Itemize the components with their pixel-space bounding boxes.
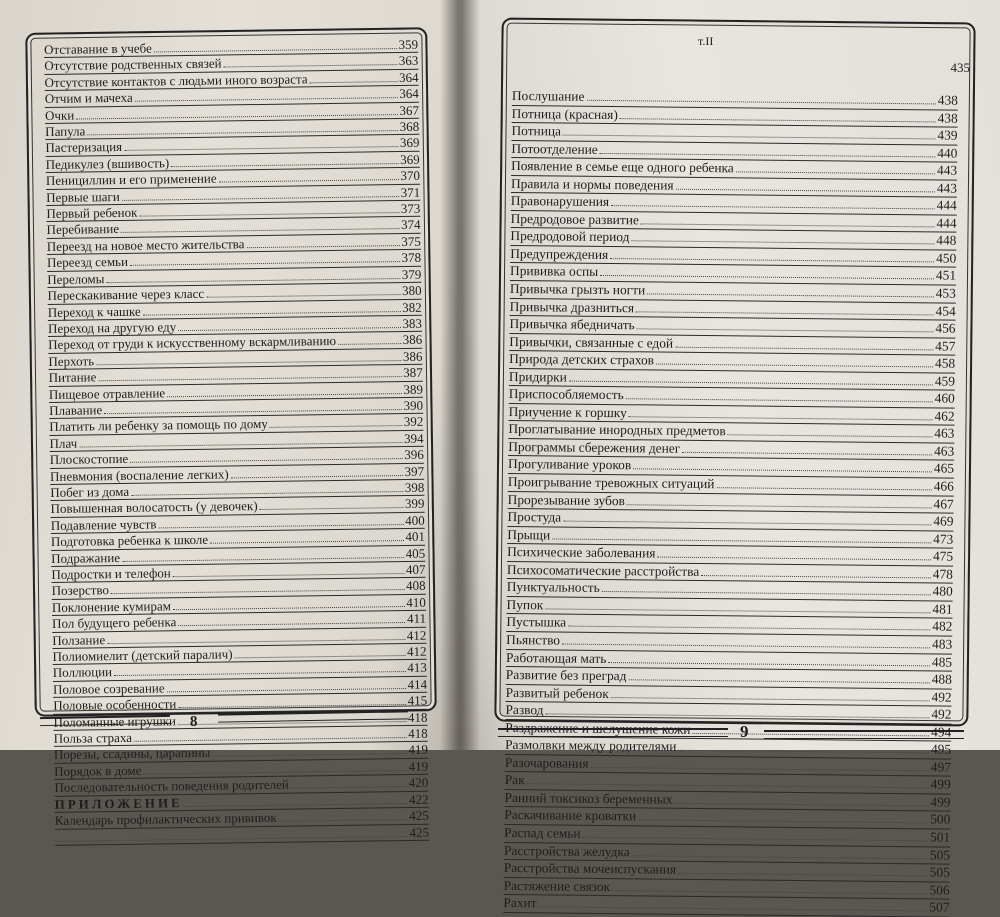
toc-entry-page: 396: [404, 446, 424, 463]
toc-entry-title: Порядок в доме: [54, 762, 142, 779]
toc-entry-page: 419: [408, 742, 429, 758]
toc-entry-title: Позерство: [51, 582, 110, 599]
toc-leader-dots: [545, 713, 929, 719]
toc-entry-page: 463: [934, 425, 955, 442]
toc-leader-dots: [185, 802, 407, 807]
toc-leader-dots: [656, 363, 933, 368]
toc-leader-dots: [633, 468, 932, 473]
toc-leader-dots: [260, 506, 403, 510]
toc-entry-page: 499: [930, 776, 951, 792]
toc-entry-page: 418: [407, 709, 428, 725]
toc-entry-title: Природа детских страхов: [509, 351, 655, 368]
toc-entry-title: Плоскостопие: [49, 451, 129, 468]
toc-entry-page: 412: [406, 643, 427, 660]
toc-entry-title: Рахит: [503, 895, 537, 911]
toc-entry-title: Прогуливание уроков: [507, 456, 632, 473]
toc-entry-title: Приспособляемость: [508, 386, 624, 403]
toc-entry-page: 415: [407, 692, 428, 709]
toc-entry-title: Половое созревание: [52, 680, 165, 697]
toc-entry-page: 505: [929, 864, 950, 880]
toc-entry-page: 448: [936, 232, 957, 249]
toc-entry-title: Полиомиелит (детский паралич): [52, 646, 233, 664]
toc-entry-page: 505: [929, 846, 951, 863]
toc-leader-dots: [143, 310, 401, 316]
toc-entry-title: Переход на другую еду: [47, 319, 177, 336]
toc-leader-dots: [638, 819, 928, 824]
toc-leader-dots: [279, 818, 408, 822]
toc-leader-dots: [106, 277, 399, 283]
toc-leader-dots: [626, 398, 933, 403]
toc-entry-title: Появление в семье еще одного ребенка: [511, 158, 734, 176]
toc-entry-page: 400: [405, 512, 425, 528]
toc-leader-dots: [87, 129, 397, 135]
toc-entry-page: 439: [937, 127, 958, 143]
toc-entry-page: 450: [936, 250, 957, 266]
toc-entry-page: 375: [401, 233, 421, 249]
toc-entry-page: 443: [936, 162, 958, 178]
toc-entry-title: Подростки и телефон: [51, 565, 171, 582]
toc-entry-page: 438: [937, 92, 958, 108]
toc-entry-page: 462: [934, 408, 955, 424]
toc-leader-dots: [111, 588, 404, 594]
toc-entry-page: 425: [409, 824, 430, 840]
toc-entry-title: Привычка дразниться: [509, 298, 635, 315]
toc-leader-dots: [270, 424, 402, 428]
toc-entry-page: 492: [931, 689, 952, 705]
toc-entry-page: 386: [402, 348, 423, 364]
toc-leader-dots: [631, 240, 934, 245]
toc-leader-dots: [178, 326, 400, 331]
toc-entry-page: 419: [408, 758, 429, 774]
toc-entry-page: 369: [400, 151, 420, 167]
toc-entry-page: 373: [400, 200, 421, 217]
toc-entry-page: 394: [403, 430, 424, 446]
toc-leader-dots: [552, 537, 931, 543]
toc-entry-title: Переход от груди к искусственному вскармливанию: [48, 333, 337, 353]
toc-entry-page: 444: [936, 197, 957, 213]
toc-entry-page: 386: [402, 332, 423, 348]
toc-leader-dots: [291, 785, 407, 789]
volume-label: т.II: [698, 34, 714, 48]
toc-leader-dots: [114, 670, 405, 676]
toc-entry-page: 435: [950, 60, 970, 75]
toc-leader-dots: [637, 327, 934, 332]
toc-entry-title: Календарь профилактических прививок: [54, 809, 277, 829]
toc-entry-title: Расстройства мочеиспускания: [503, 860, 677, 877]
toc-entry-page: 469: [933, 513, 954, 529]
toc-leader-dots: [107, 638, 405, 644]
toc-entry-title: Первые шаги: [46, 188, 120, 205]
toc-entry-page: 453: [935, 285, 956, 301]
toc-entry-title: Перхоть: [48, 353, 95, 369]
toc-entry-title: Очки: [44, 107, 75, 123]
toc-entry-title: Переломы: [47, 270, 105, 287]
toc-entry-title: Пол будущего ребенка: [52, 614, 177, 632]
toc-entry-page: 368: [399, 118, 420, 135]
toc-leader-dots: [178, 703, 405, 708]
toc-leader-dots: [139, 211, 399, 217]
toc-leader-dots: [79, 441, 402, 448]
toc-leader-dots: [545, 607, 930, 613]
toc-entry-title: Подготовка ребенка к школе: [50, 531, 209, 550]
toc-entry-title: Простуда: [507, 509, 562, 525]
right-footer-rule-right: [764, 730, 964, 739]
book-gutter: [440, 0, 480, 750]
toc-leader-dots: [611, 204, 935, 209]
toc-entry-title: Психические заболевания: [507, 544, 656, 561]
toc-entry-page: 410: [406, 594, 426, 610]
toc-entry-title: Послушание: [511, 88, 585, 104]
toc-leader-dots: [657, 556, 931, 561]
toc-entry-page: 369: [399, 135, 420, 151]
toc-entry-page: 379: [401, 266, 422, 282]
toc-entry-page: 371: [400, 184, 421, 200]
toc-entry-title: Отсутствие контактов с людьми иного возраста: [44, 71, 308, 90]
toc-entry-page: 364: [398, 69, 419, 85]
toc-entry-title: Ползание: [52, 631, 106, 648]
toc-entry-page: 380: [401, 282, 422, 299]
toc-entry-title: Пустышка: [506, 614, 567, 631]
toc-entry-title: Привычка грызть ногти: [509, 281, 646, 298]
toc-leader-dots: [636, 310, 934, 315]
toc-entry-page: 382: [402, 299, 422, 315]
toc-entry-page: 483: [932, 636, 953, 652]
toc-leader-dots: [682, 451, 932, 456]
toc-leader-dots: [583, 836, 929, 842]
toc-leader-dots: [144, 769, 407, 775]
toc-entry-title: Поклонение кумирам: [51, 598, 171, 615]
toc-entry-page: 454: [935, 303, 956, 319]
toc-entry-page: 363: [398, 53, 419, 69]
toc-entry-title: Половые особенности: [53, 696, 177, 714]
toc-entry-title: Пьянство: [506, 631, 561, 648]
toc-leader-dots: [121, 228, 399, 234]
left-book-page: [0, 0, 458, 840]
toc-entry-title: Пищевое отравление: [48, 384, 166, 402]
toc-entry-title: Папула: [45, 123, 86, 140]
toc-entry-title: Плач: [49, 435, 78, 451]
toc-entry-title: Растяжение связок: [503, 877, 611, 894]
toc-leader-dots: [628, 678, 929, 683]
toc-leader-dots: [539, 905, 928, 911]
toc-entry-title: Перескакивание через класс: [47, 285, 205, 304]
toc-entry-title: Придирки: [508, 368, 567, 385]
toc-entry-page: 407: [405, 561, 426, 577]
toc-leader-dots: [611, 696, 930, 701]
toc-entry-page: 506: [929, 882, 950, 898]
toc-entry-title: Развитый ребенок: [505, 684, 609, 701]
toc-entry-page: 458: [934, 355, 956, 371]
toc-entry-page: 359: [398, 36, 419, 53]
toc-leader-dots: [310, 80, 397, 83]
toc-leader-dots: [224, 63, 397, 67]
toc-entry-title: Платить ли ребенку за помощь по дому: [49, 416, 268, 435]
toc-entry-page: 383: [402, 315, 423, 331]
toc-entry-page: 390: [403, 397, 424, 413]
toc-leader-dots: [678, 749, 929, 754]
toc-entry-page: 465: [933, 460, 955, 477]
left-page-number: 8: [189, 713, 198, 731]
toc-entry-page: 370: [400, 168, 421, 184]
toc-entry-page: 367: [399, 102, 420, 118]
toc-leader-dots: [736, 171, 935, 175]
toc-entry-title: Повышенная волосатость (у девочек): [50, 498, 258, 517]
toc-leader-dots: [231, 474, 403, 478]
toc-entry-page: 482: [932, 618, 953, 635]
toc-entry-page: 398: [404, 479, 425, 495]
toc-entry-title: Пупок: [506, 596, 544, 613]
toc-leader-dots: [600, 274, 934, 279]
toc-entry-page: 478: [932, 566, 954, 582]
toc-entry-title: Потница (красная): [511, 105, 618, 122]
toc-entry-title: Психосоматические расстройства: [506, 561, 700, 579]
toc-leader-dots: [134, 736, 406, 742]
toc-entry-page: 501: [930, 829, 951, 845]
toc-leader-dots: [104, 408, 401, 414]
toc-entry-title: Плавание: [49, 402, 103, 418]
toc-entry-title: Прививка оспы: [510, 263, 599, 280]
right-toc-list: [503, 88, 958, 917]
toc-entry-title: Пневмония (воспаление легких): [49, 466, 229, 484]
toc-entry-title: Пенициллин и его применение: [45, 170, 217, 189]
toc-leader-dots: [701, 574, 931, 578]
toc-entry-page: 459: [934, 373, 956, 389]
toc-leader-dots: [569, 379, 933, 385]
toc-leader-dots: [676, 187, 935, 192]
right-page-number: 9: [740, 722, 749, 741]
toc-leader-dots: [235, 654, 406, 658]
toc-leader-dots: [641, 222, 935, 227]
toc-entry-page: 418: [408, 725, 428, 742]
toc-entry-title: Работающая мать: [505, 649, 607, 666]
toc-leader-dots: [527, 783, 929, 789]
toc-entry-title: Прорезывание зубов: [507, 491, 626, 508]
toc-entry-title: Привычки, связанные с едой: [509, 333, 674, 351]
toc-entry-title: Пастеризация: [45, 139, 123, 156]
toc-leader-dots: [629, 415, 933, 420]
toc-entry-page: 463: [934, 443, 955, 459]
toc-entry-page: 451: [935, 267, 957, 284]
toc-entry-title: Пунктуальность: [506, 579, 600, 596]
toc-leader-dots: [212, 752, 406, 757]
right-footer-rule-left: [498, 728, 728, 737]
toc-entry-page: 413: [407, 660, 427, 676]
toc-leader-dots: [122, 556, 404, 562]
toc-leader-dots: [167, 687, 406, 692]
toc-leader-dots: [620, 117, 936, 122]
toc-entry-title: Потница: [511, 123, 562, 139]
toc-entry-page: 495: [930, 741, 952, 757]
toc-leader-dots: [57, 835, 407, 842]
toc-entry-page: 460: [934, 390, 955, 406]
toc-leader-dots: [563, 520, 931, 526]
toc-entry-title: Подражание: [51, 549, 121, 566]
toc-entry-title: Побег из дома: [50, 483, 130, 500]
toc-entry-title: Привычка ябедничать: [509, 316, 635, 333]
toc-entry-page: 473: [933, 531, 954, 547]
toc-entry-title: Отсутствие родственных связей: [44, 55, 222, 74]
toc-entry-page: 374: [400, 217, 421, 233]
toc-entry-page: 466: [933, 478, 954, 494]
toc-entry-page: 412: [406, 627, 427, 643]
toc-entry-title: Рак: [504, 772, 525, 788]
toc-leader-dots: [608, 661, 930, 666]
toc-leader-dots: [130, 260, 400, 266]
toc-entry-title: Поллюции: [52, 664, 113, 681]
toc-entry-page: 494: [931, 724, 952, 740]
toc-entry-page: 414: [407, 676, 428, 692]
toc-leader-dots: [76, 113, 397, 119]
toc-entry-title: Польза страха: [53, 729, 133, 746]
toc-leader-dots: [627, 503, 932, 508]
toc-leader-dots: [173, 572, 404, 577]
toc-leader-dots: [135, 96, 398, 102]
toc-entry-title: Педикулез (вшивость): [45, 155, 170, 172]
toc-entry-page: 480: [932, 583, 953, 599]
toc-leader-dots: [159, 523, 404, 528]
toc-entry-title: Переезд на новое место жительства: [46, 236, 245, 254]
toc-leader-dots: [124, 146, 398, 152]
toc-entry-page: 467: [933, 496, 954, 512]
toc-entry-page: 443: [936, 180, 958, 196]
toc-entry-title: Отчим и мачеха: [44, 89, 133, 107]
toc-entry-page: 411: [406, 610, 427, 627]
toc-entry-page: 392: [403, 414, 424, 430]
toc-entry-page: 387: [403, 364, 423, 381]
toc-entry-page: 488: [931, 671, 952, 687]
toc-entry-page: 425: [409, 807, 429, 824]
toc-leader-dots: [122, 195, 399, 201]
toc-entry-page: 405: [405, 545, 426, 561]
toc-leader-dots: [632, 854, 928, 859]
toc-entry-page: 497: [930, 759, 951, 775]
toc-leader-dots: [600, 152, 935, 158]
toc-entry-title: Переезд семьи: [46, 254, 129, 271]
toc-leader-dots: [675, 345, 933, 350]
toc-leader-dots: [154, 47, 397, 52]
toc-leader-dots: [610, 257, 934, 262]
toc-leader-dots: [210, 539, 403, 544]
toc-entry-page: 401: [405, 528, 426, 545]
toc-entry-page: 457: [935, 338, 956, 354]
toc-entry-title: Прыщи: [507, 526, 551, 543]
toc-leader-dots: [586, 99, 935, 105]
toc-entry-title: Подавление чувств: [50, 516, 157, 533]
toc-entry-page: 440: [937, 145, 958, 161]
toc-entry-page: 456: [935, 320, 956, 336]
toc-entry-title: Проигрывание тревожных ситуаций: [507, 474, 715, 492]
toc-entry-title: Правонарушения: [510, 193, 610, 210]
toc-entry-title: Перебивание: [46, 221, 120, 238]
toc-entry-page: 378: [401, 250, 422, 266]
toc-entry-title: Распад семьи: [504, 824, 581, 841]
toc-leader-dots: [590, 766, 928, 772]
toc-entry-title: Расстройства желудка: [503, 842, 630, 859]
toc-entry-title: Проглатывание инородных предметов: [508, 421, 726, 439]
toc-entry-title: Размолвки между родителями: [505, 737, 677, 754]
right-book-page: [458, 0, 1000, 915]
toc-entry-title: Развод: [505, 702, 544, 718]
toc-entry-page: 399: [404, 496, 425, 512]
toc-entry-title: Разочарования: [504, 754, 589, 771]
toc-entry-page: 492: [931, 706, 952, 722]
toc-entry-title: Предродовой период: [510, 228, 630, 245]
toc-entry-title: ПРИЛОЖЕНИЕ: [54, 794, 183, 812]
toc-entry-title: Ранний токсикоз беременных: [504, 789, 673, 807]
toc-entry-title: Переход к чашке: [47, 303, 141, 320]
toc-entry-page: 420: [408, 774, 429, 791]
toc-entry-page: 408: [406, 578, 426, 594]
toc-leader-dots: [563, 134, 935, 140]
toc-leader-dots: [562, 643, 930, 649]
toc-leader-dots: [173, 605, 405, 610]
toc-leader-dots: [647, 292, 934, 297]
toc-entry-title: Поломанные игрушки: [53, 712, 177, 730]
toc-entry-title: Последовательность поведения родителей: [54, 776, 289, 796]
toc-leader-dots: [602, 590, 931, 595]
toc-leader-dots: [219, 178, 399, 183]
toc-entry-page: 507: [929, 899, 950, 915]
toc-entry-page: 389: [403, 381, 423, 397]
toc-entry-page: 444: [936, 215, 957, 231]
toc-entry-title: Правила и нормы поведения: [510, 175, 674, 193]
toc-entry-title: Развитие без преград: [505, 667, 627, 684]
toc-entry-title: Питание: [48, 369, 97, 386]
toc-entry-title: Порезы, ссадины, царапины: [53, 745, 211, 763]
toc-entry-page: 499: [930, 794, 951, 810]
toc-entry-page: 422: [409, 791, 429, 807]
toc-leader-dots: [568, 625, 930, 631]
toc-leader-dots: [130, 457, 402, 463]
toc-entry-page: 485: [931, 653, 953, 670]
toc-leader-dots: [171, 162, 398, 167]
toc-entry-title: Предродовое развитие: [510, 210, 639, 228]
toc-leader-dots: [338, 342, 401, 345]
toc-leader-dots: [674, 802, 928, 807]
toc-entry-title: Предупреждения: [510, 245, 609, 262]
toc-entry-title: Первый ребенок: [46, 204, 138, 222]
toc-entry-page: 481: [932, 601, 953, 617]
toc-leader-dots: [678, 872, 928, 877]
toc-entry-page: 397: [404, 463, 425, 479]
toc-leader-dots: [167, 392, 401, 397]
toc-leader-dots: [247, 244, 400, 248]
toc-entry-title: Раздражение и шелушение кожи: [505, 719, 691, 737]
toc-leader-dots: [178, 621, 405, 626]
toc-entry-title: Потоотделение: [511, 140, 598, 157]
toc-leader-dots: [131, 490, 403, 496]
toc-entry-page: 500: [930, 811, 951, 828]
toc-entry-title: Приучение к горшку: [508, 403, 627, 421]
toc-entry-page: 475: [932, 548, 954, 564]
toc-leader-dots: [728, 434, 933, 438]
toc-entry-title: Программы сбережения денег: [508, 438, 681, 456]
toc-entry-title: Раскачивание кроватки: [504, 807, 637, 824]
toc-leader-dots: [206, 293, 400, 298]
toc-leader-dots: [96, 359, 401, 365]
toc-leader-dots: [98, 375, 401, 381]
toc-entry-title: Отставание в учебе: [44, 40, 152, 57]
toc-entry-page: 364: [399, 85, 419, 102]
toc-leader-dots: [716, 486, 931, 490]
toc-entry-page: 438: [937, 110, 958, 126]
toc-leader-dots: [612, 889, 927, 894]
toc-entry: [503, 895, 949, 917]
